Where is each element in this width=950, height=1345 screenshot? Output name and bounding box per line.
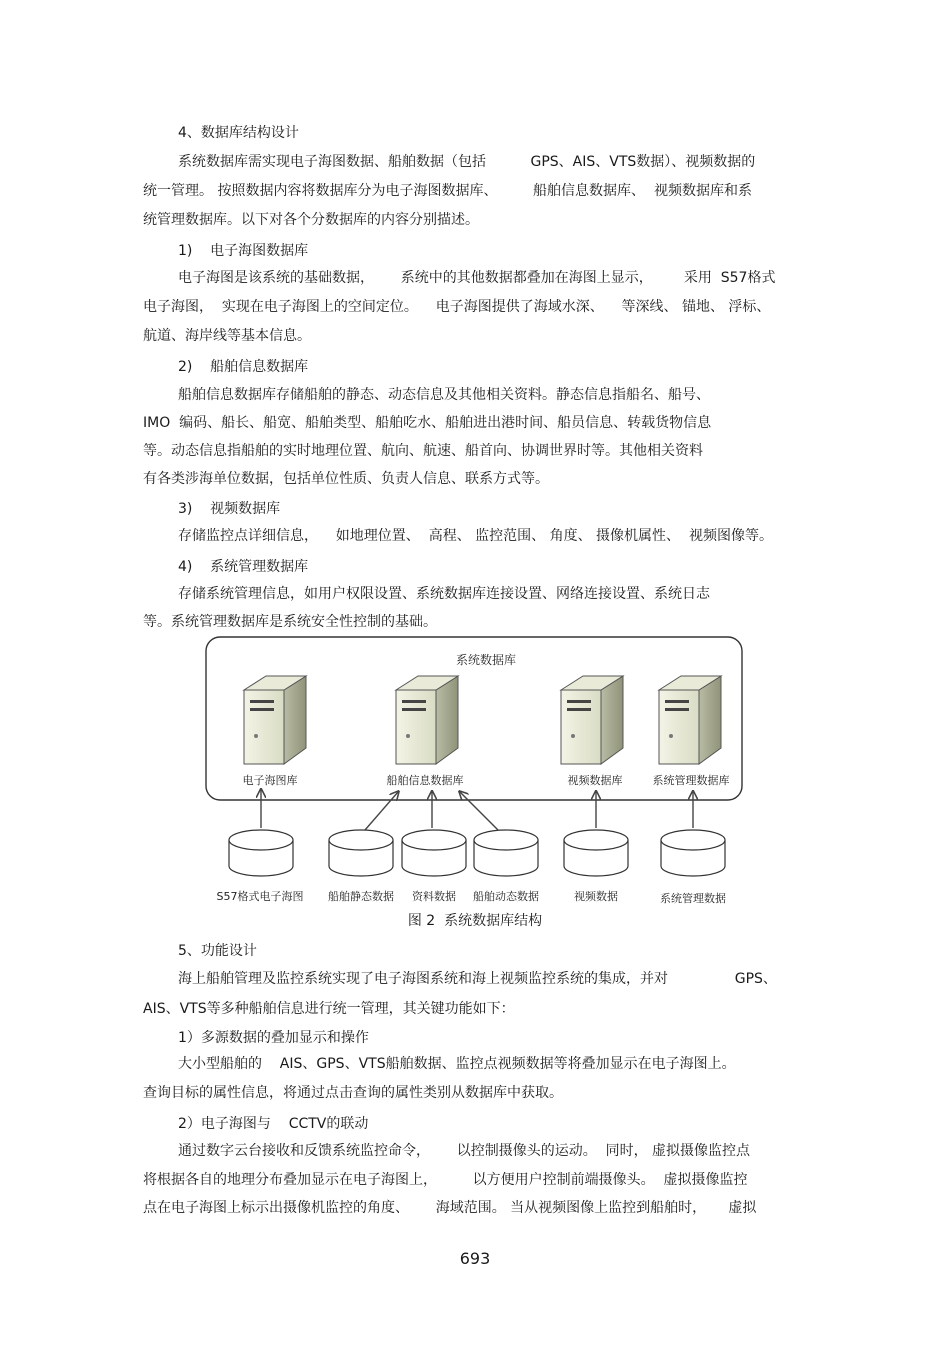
subheading-4: 4) 系统管理数据库 <box>178 559 309 575</box>
data-source-label: S57格式电子海图 <box>216 890 304 903</box>
paragraph-line: 统一管理。 按照数据内容将数据库分为电子海图数据库、 船舶信息数据库、 视频数据库和系 <box>143 183 752 199</box>
paragraph-line: IMO 编码、船长、船宽、船舶类型、船舶吃水、船舶进出港时间、船员信息、转载货物信息 <box>143 415 712 431</box>
server-label: 视频数据库 <box>567 774 623 787</box>
data-source-cylinder <box>661 830 725 876</box>
data-source-cylinder <box>564 830 628 876</box>
data-source-cylinder <box>402 830 466 876</box>
subheading-2: 2) 船舶信息数据库 <box>178 359 309 375</box>
data-source-cylinder <box>229 830 293 876</box>
paragraph-line: 等。系统管理数据库是系统安全性控制的基础。 <box>143 614 437 630</box>
paragraph-line: 海上船舶管理及监控系统实现了电子海图系统和海上视频监控系统的集成，并对 GPS、 <box>178 971 777 987</box>
data-source-label: 资料数据 <box>412 890 456 903</box>
paragraph-line: 查询目标的属性信息，将通过点击查询的属性类别从数据库中获取。 <box>143 1085 563 1101</box>
paragraph-line: 等。动态信息指船舶的实时地理位置、航向、航速、船首向、协调世界时等。其他相关资料 <box>143 443 703 459</box>
subheading-1: 1) 电子海图数据库 <box>178 243 309 259</box>
subheading-5-2: 2）电子海图与 CCTV的联动 <box>178 1116 369 1132</box>
server-icon <box>659 676 721 764</box>
data-source-label: 船舶静态数据 <box>328 890 394 903</box>
data-source-label: 船舶动态数据 <box>473 890 539 903</box>
server-icon <box>244 676 306 764</box>
server-label: 电子海图库 <box>242 774 298 787</box>
paragraph-line: 存储监控点详细信息， 如地理位置、 高程、 监控范围、 角度、 摄像机属性、 视频图像等。 <box>178 528 773 544</box>
paragraph-line: 通过数字云台接收和反馈系统监控命令， 以控制摄像头的运动。 同时， 虚拟摄像监控点 <box>178 1143 751 1159</box>
paragraph-line: 系统数据库需实现电子海图数据、船舶数据（包括 GPS、AIS、VTS数据）、视频数据的 <box>178 154 756 170</box>
server-icon <box>561 676 623 764</box>
page-number: 693 <box>459 1249 491 1268</box>
subheading-5-1: 1）多源数据的叠加显示和操作 <box>178 1030 369 1046</box>
container-title: 系统数据库 <box>455 653 517 667</box>
paragraph-line: 将根据各自的地理分布叠加显示在电子海图上， 以方便用户控制前端摄像头。 虚拟摄像监控 <box>143 1172 748 1188</box>
paragraph-line: 统管理数据库。以下对各个分数据库的内容分别描述。 <box>143 212 479 228</box>
paragraph-line: 电子海图， 实现在电子海图上的空间定位。 电子海图提供了海域水深、 等深线、 锚地、 浮标、 <box>143 299 771 315</box>
data-source-cylinder <box>474 830 538 876</box>
paragraph-line: 船舶信息数据库存储船舶的静态、动态信息及其他相关资料。静态信息指船名、船号、 <box>178 387 710 403</box>
paragraph-line: 航道、海岸线等基本信息。 <box>143 328 311 344</box>
paragraph-line: 点在电子海图上标示出摄像机监控的角度、 海域范围。 当从视频图像上监控到船舶时， 虚拟 <box>143 1200 757 1216</box>
section-heading-4: 4、数据库结构设计 <box>178 125 299 141</box>
paragraph-line: 大小型船舶的 AIS、GPS、VTS船舶数据、监控点视频数据等将叠加显示在电子海图上。 <box>178 1056 736 1072</box>
paragraph-line: AIS、VTS等多种船舶信息进行统一管理，其关键功能如下： <box>143 1001 515 1017</box>
subheading-3: 3) 视频数据库 <box>178 501 281 517</box>
data-source-label: 系统管理数据 <box>660 892 726 905</box>
section-heading-5: 5、功能设计 <box>178 943 257 959</box>
data-source-cylinder <box>329 830 393 876</box>
paragraph-line: 存储系统管理信息，如用户权限设置、系统数据库连接设置、网络连接设置、系统日志 <box>178 586 710 602</box>
data-source-label: 视频数据 <box>574 890 618 903</box>
server-label: 系统管理数据库 <box>652 774 730 787</box>
figure-caption: 图 2 系统数据库结构 <box>407 913 543 929</box>
server-label: 船舶信息数据库 <box>386 774 464 787</box>
server-icon <box>396 676 458 764</box>
paragraph-line: 有各类涉海单位数据，包括单位性质、负责人信息、联系方式等。 <box>143 471 549 487</box>
paragraph-line: 电子海图是该系统的基础数据， 系统中的其他数据都叠加在海图上显示， 采用 S57格式 <box>178 270 776 286</box>
